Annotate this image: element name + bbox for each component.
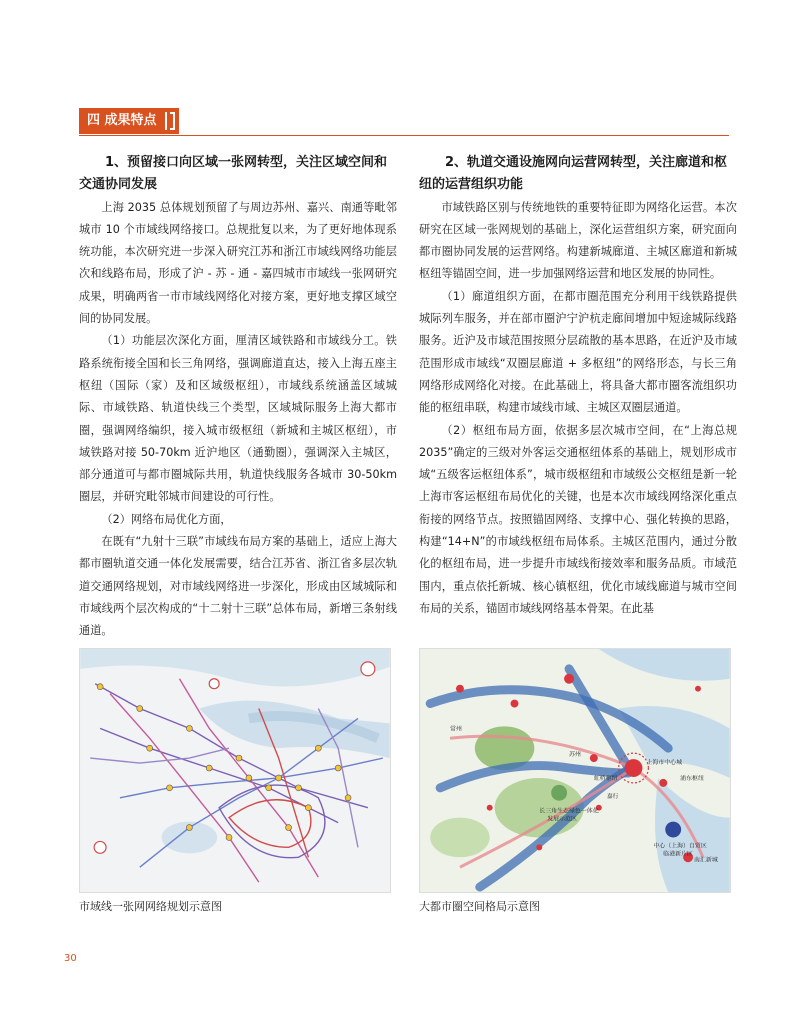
left-paragraph-3: （2）网络布局优化方面， xyxy=(101,512,232,526)
left-figure-caption: 市域线一张网网络规划示意图 xyxy=(79,900,222,913)
left-heading: 1、预留接口向区域一张网转型，关注区域空间和交通协同发展 xyxy=(79,155,388,193)
right-heading: 2、轨道交通设施网向运营网转型，关注廊道和枢纽的运营组织功能 xyxy=(419,155,728,193)
metro-layout-figure xyxy=(419,648,731,893)
section-tag xyxy=(79,108,179,134)
section-tag-bracket-icon xyxy=(170,112,175,130)
label-changzhou: 常州 xyxy=(450,725,462,733)
right-paragraph-3: （2）枢纽布局方面，依据多层次城市空间，在“上海总规 2035”确定的三级对外客运交通枢纽体系的基础上，规划形成市域“五级客运枢纽体系”，城市级枢纽和市域级公交枢纽是新一轮上海市客运枢纽布局优化的关键，也是本次市域线网络深化重点衔接的网络节点。按照锚固网络、支撑中心、强化转换的思路，构建“14+N”的市域线枢纽布局体系。主城区范围内，通过分散化的枢纽布局，进一步提升市域线衔接效率和服务品质。市域范围内，重点依托新城、核心镇枢纽，优化市域线廊道与城市空间布局的关系，锚固市域线网络基本骨架。在此基 xyxy=(419,423,737,615)
label-suzhou: 苏州 xyxy=(569,751,581,759)
left-paragraph-1: 上海 2035 总体规划预留了与周边苏州、嘉兴、南通等毗邻城市 10 个市域线网络接口。总规批复以来，为了更好地体现系统功能，本次研究进一步深入研究江苏和浙江市域线网络功能层次和线路布局，形成了沪 - 苏 - 通 - 嘉四城市市域线一张网研究成果，明确两省一市市域线网络化对接方案，更好地支撑区域空间的协同发展。 xyxy=(79,200,397,326)
metro-layout-image xyxy=(420,649,730,892)
section-title: 四 成果特点 xyxy=(87,113,157,128)
label-demo-zone-2: 发展示范区 xyxy=(547,815,577,823)
left-paragraph-4: 在既有“九射十三联”市域线布局方案的基础上，适应上海大都市圈轨道交通一体化发展需要，结合江苏省、浙江省多层次轨道交通网络规划，对市域线网络进一步深化，形成由区域城际和市域线两个层次构成的“十二射十三联”总体布局，新增三条射线通道。 xyxy=(79,535,397,638)
label-ftz-2: 临港新片区 xyxy=(663,850,693,858)
right-column xyxy=(419,152,737,620)
left-column xyxy=(79,152,397,643)
section-divider xyxy=(79,135,729,136)
label-jiading: 嘉行 xyxy=(606,792,619,800)
left-paragraph-2: （1）功能层次深化方面，厘清区域铁路和市域线分工。铁路系统衔接全国和长三角网络，强调廊道直达，接入上海五座主枢纽（国际（家）及和区域级枢纽），市域线系统涵盖区域城际、市域铁路、轨道快线三个类型，区域城际服务上海大都市圈，强调网络编织，接入城市级枢纽（新城和主城区枢纽），市域铁路对接 50-70km 近沪地区（通勤圈），强调深入主城区，部分通道可与都市圈城际共用，轨道快线服务各城市 30-50km 圈层，并研究毗邻城市间建设的可行性。 xyxy=(79,334,397,504)
label-pudong: 浦东枢纽 xyxy=(680,774,704,782)
label-demo-zone-1: 长三角生态绿色一体化 xyxy=(539,807,599,815)
label-ftz-1: 中心（上海）自贸区 xyxy=(653,842,707,850)
network-map-image xyxy=(80,649,390,892)
page-number: 30 xyxy=(64,953,77,964)
section-tag-bar-icon xyxy=(165,112,167,130)
label-shanghai-center: 上海市中心城 xyxy=(646,759,683,767)
network-map-figure xyxy=(79,648,391,893)
right-figure-caption: 大都市圈空间格局示意图 xyxy=(419,900,540,913)
right-paragraph-2: （1）廊道组织方面，在都市圈范围充分利用干线铁路提供城际列车服务，并在部市圈沪宁沪杭走廊间增加中短途城际线路服务。近沪及市域范围按照分层疏散的基本思路，在近沪及市域范围形成市域线“双圈层廊道 + 多枢纽”的网络形态，与长三角网络形成网络化对接。在此基础上，将具备大都市圈客流组织功能的枢纽串联，构建市域线市域、主城区双圈层通道。 xyxy=(419,289,737,415)
label-nanhui: 南汇新城 xyxy=(694,856,718,864)
label-hongqiao: 虹桥枢纽 xyxy=(593,774,618,782)
right-paragraph-1: 市域铁路区别与传统地铁的重要特征即为网络化运营。本次研究在区域一张网规划的基础上，深化运营组织方案，研究面向都市圈协同发展的运营网络。构建新城廊道、主城区廊道和新城枢纽等锚固空间，进一步加强网络运营和地区发展的协同性。 xyxy=(419,200,737,281)
